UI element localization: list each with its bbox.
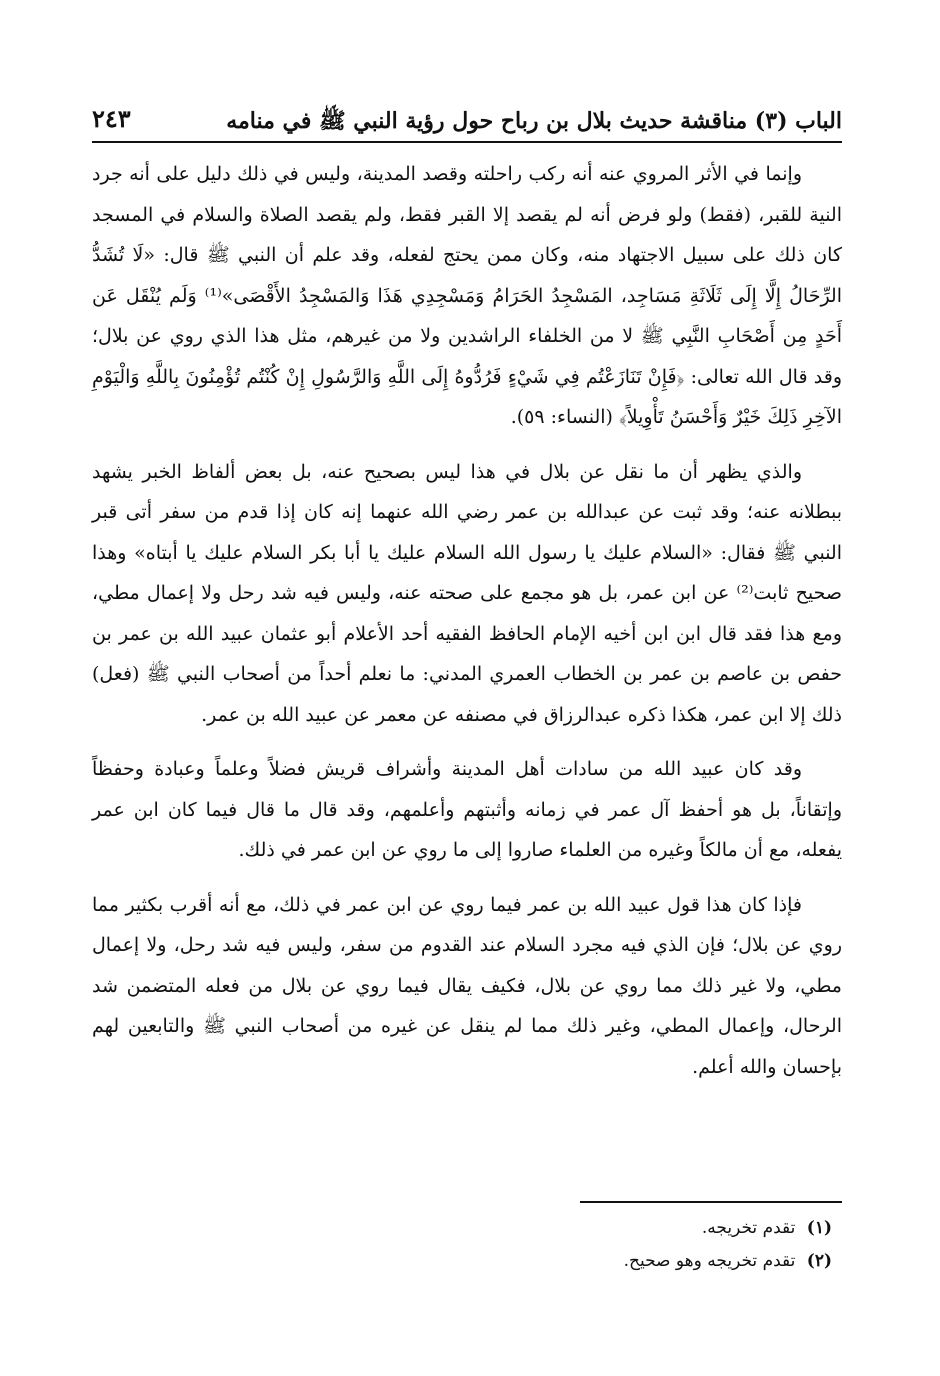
footnote-text: تقدم تخريجه. bbox=[701, 1218, 796, 1238]
header-divider bbox=[92, 141, 842, 143]
footnotes bbox=[132, 1212, 832, 1278]
footnote-item bbox=[132, 1212, 832, 1245]
footnote-number: (٢) bbox=[806, 1251, 832, 1271]
main-text bbox=[92, 154, 842, 1087]
paragraph: والذي يظهر أن ما نقل عن بلال في هذا ليس بصحيح عنه، بل بعض ألفاظ الخبر يشهد ببطلانه عنه؛ وقد ثبت عن عبدالله بن عمر رضي الله عنهما إنه كان إذا قدم من سفر أتى قبر النبي ﷺ فقال: «السلام عليك يا رسول الله السلام عليك يا أبا بكر السلام عليك يا أبتاه» وهذا صحيح ثابت⁽²⁾ عن ابن عمر، بل هو مجمع على صحته عنه، وليس فيه شد رحل ولا إعمال مطي، ومع هذا فقد قال ابن ابن أخيه الإمام الحافظ الفقيه أحد الأعلام أبو عثمان عبيد الله بن عمر بن حفص بن عاصم بن عمر بن الخطاب العمري المدني: ما نعلم أحداً من أصحاب النبي ﷺ (فعل) ذلك إلا ابن عمر، هكذا ذكره عبدالرزاق في مصنفه عن معمر عن عبيد الله بن عمر. bbox=[92, 460, 843, 726]
paragraph: وقد كان عبيد الله من سادات أهل المدينة وأشراف قريش فضلاً وعلماً وعبادة وحفظاً وإتقاناً، بل هو أحفظ آل عمر في زمانه وأثبتهم وأعلمهم، وقد قال ما قال فيما كان ابن عمر يفعله، مع أن مالكاً وغيره من العلماء صاروا إلى ما روي عن ابن عمر في ذلك. bbox=[92, 758, 842, 861]
footnote-text: تقدم تخريجه وهو صحيح. bbox=[623, 1251, 796, 1271]
paragraph: وإنما في الأثر المروي عنه أنه ركب راحلته وقصد المدينة، وليس في ذلك دليل على أنه جرد النية للقبر، (فقط) ولو فرض أنه لم يقصد إلا القبر فقط، ولم يقصد الصلاة والسلام في المسجد كان ذلك على سبيل الاجتهاد منه، وكان ممن يحتج لفعله، وقد علم أن النبي ﷺ قال: «لَا تُشَدُّ الرِّحَالُ إِلَّا إِلَى ثَلَاثَةِ مَسَاجِد، المَسْجِدُ الحَرَامُ وَمَسْجِدِي هَذَا وَالمَسْجِدُ الأَقْصَى»⁽¹⁾ وَلَم يُنْقَل عَن أَحَدٍ مِن أَصْحَابِ النَّبِي ﷺ لا من الخلفاء الراشدين ولا من غيرهم، مثل هذا الذي روي عن بلال؛ وقد قال الله تعالى: ﴿فَإِنْ تَنَازَعْتُم فِي شَيْءٍ فَرُدُّوهُ إِلَى اللَّهِ وَالرَّسُولِ إِنْ كُنْتُم تُؤْمِنُونَ بِاللَّهِ وَالْيَوْمِ الآخِرِ ذَلِكَ خَيْرٌ وَأَحْسَنُ تَأْوِيلاً﴾ (النساء: ٥٩). bbox=[92, 163, 843, 428]
footnote-divider bbox=[580, 1201, 842, 1203]
footnote-item bbox=[132, 1245, 832, 1278]
running-header bbox=[92, 86, 842, 134]
paragraph: فإذا كان هذا قول عبيد الله بن عمر فيما روي عن ابن عمر في ذلك، مع أنه أقرب بكثير مما روي عن بلال؛ فإن الذي فيه مجرد السلام عند القدوم من سفر، وليس فيه شد رحل، ولا إعمال مطي، ولا غير ذلك مما روي عن بلال، فكيف يقال فيما روي عن بلال من فعله المتضمن شد الرحال، وإعمال المطي، وغير ذلك مما لم ينقل عن غيره من أصحاب النبي ﷺ والتابعين لهم بإحسان والله أعلم. bbox=[92, 893, 843, 1078]
page-number: ٢٤٣ bbox=[92, 104, 131, 134]
chapter-title: الباب (٣) مناقشة حديث بلال بن رباح حول رؤية النبي ﷺ في منامه bbox=[226, 107, 842, 134]
footnote-number: (١) bbox=[806, 1218, 832, 1238]
